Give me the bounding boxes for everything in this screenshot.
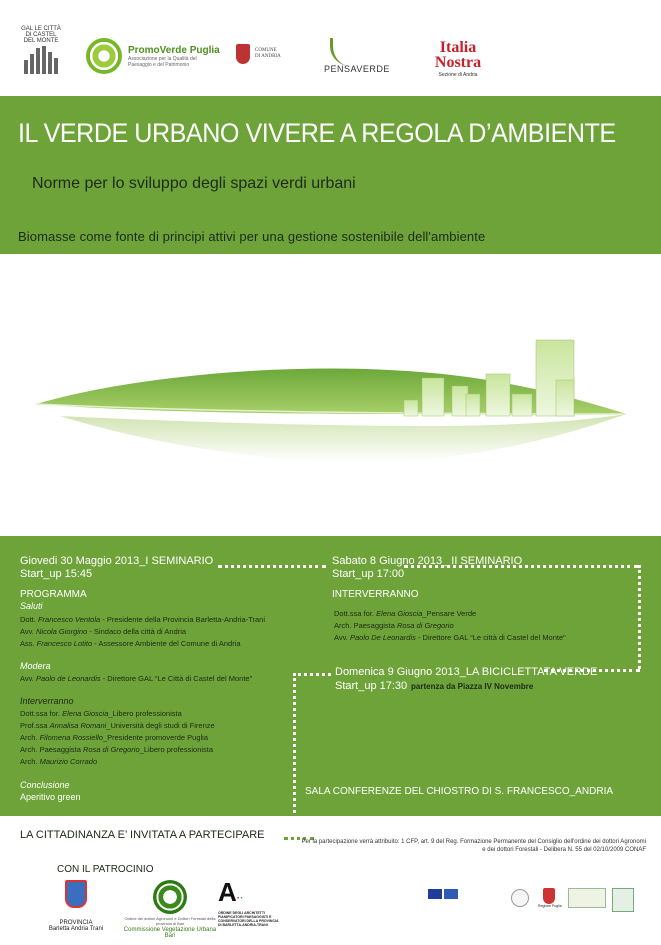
regione-label: Regione Puglia [538, 904, 562, 908]
leader-logo [568, 888, 606, 908]
republic-emblem-icon [511, 889, 529, 907]
ordine-agronomi-logo [120, 880, 220, 939]
promoverde-logo [86, 38, 220, 74]
seminar1-saluti-item: Avv. Nicola Giorgino - Sindaco della città di Andria [20, 627, 187, 636]
dotted-connector [293, 673, 296, 837]
ordine-agronomi-label: Ordine dei dottori Agronomi e Dottori Forestali della provincia di Bari [124, 916, 216, 926]
venue: SALA CONFERENZE DEL CHIOSTRO DI S. FRANCESCO_ANDRIA [305, 786, 614, 797]
seminar1-modera-item: Avv. Paolo de Leonardis - Direttore GAL “Le Città di Castel del Monte” [20, 674, 253, 683]
seminar2-start: Start_up 17:00 [332, 568, 405, 580]
provincia-sub: Barletta Andria Trani [48, 926, 104, 932]
seminar1-modera-heading: Modera [20, 661, 51, 671]
eu-flag-icon [428, 889, 484, 899]
subtitle: Norme per lo sviluppo degli spazi verdi urbani [32, 175, 356, 192]
seminar1-aperitivo: Aperitivo green [20, 792, 81, 802]
seminar1-speaker: Dott.ssa for. Elena Gioscia_Libero professionista [20, 709, 182, 718]
italia-nostra-logo [428, 40, 488, 78]
promoverde-sub: Associazione per la Qualità del Paesaggio e del Patrimonio [128, 55, 197, 68]
bike-departure: partenza da Piazza IV Novembre [411, 682, 534, 691]
bike-date: Domenica 9 Giugno 2013_LA BICICLETTATA VERDE [335, 666, 598, 678]
seminar1-speaker: Arch. Maurizio Corrado [20, 757, 98, 766]
seminar1-date: Giovedi 30 Maggio 2013_I SEMINARIO [20, 555, 214, 567]
regione-crest-icon [543, 888, 555, 904]
leaf-city-illustration [0, 254, 661, 536]
subtitle-secondary: Biomasse come fonte di principi attivi per una gestione sostenibile dell'ambiente [18, 229, 486, 244]
comune-label: COMUNE DI ANDRIA [255, 48, 281, 59]
seminar1-saluti-item: Ass. Francesco Lotito - Assessore Ambiente del Comune di Andria [20, 639, 241, 648]
dotted-connector [293, 673, 331, 676]
seminar2-speaker: Dott.ssa for. Elena Gioscia_Pensare Verde [334, 609, 477, 618]
promoverde-name: PromoVerde Puglia [128, 44, 220, 56]
seminar1-speaker: Prof.ssa Annalisa Romani_Università degli studi di Firenze [20, 721, 215, 730]
eu-feasr-logo [428, 889, 484, 899]
seminar2-speaker: Arch. Paesaggista Rosa di Gregorio [334, 621, 454, 630]
patronage-heading: CON IL PATROCINIO [57, 864, 154, 875]
seminar1-interverranno-heading: Interverranno [20, 696, 74, 706]
seminar2-speaker: Avv. Paolo De Leonardis - Direttore GAL “Le città di Castel del Monte” [334, 633, 566, 642]
leaf-badge-icon [612, 888, 634, 912]
dotted-connector [218, 565, 326, 568]
invite-text: LA CITTADINANZA E’ INVITATA A PARTECIPARE [20, 829, 265, 841]
provincia-label: PROVINCIA [59, 920, 93, 926]
letter-a-icon: A·· [218, 877, 244, 907]
leaf-icon [330, 38, 351, 66]
seminar1-speaker: Arch. Paesaggista Rosa di Gregorio_Libero professionista [20, 745, 214, 754]
provincia-crest-icon [65, 880, 87, 908]
logo-strip [0, 0, 661, 96]
seminar1-saluti-heading: Saluti [20, 601, 43, 611]
bike-start: Start_up 17:30 [335, 680, 408, 692]
seminar1-start: Start_up 15:45 [20, 568, 93, 580]
seminar1-programma: PROGRAMMA [20, 589, 87, 600]
italia-nostra-name: Italia Nostra [434, 39, 482, 71]
castle-icon [20, 46, 62, 74]
ordine-architetti-logo [218, 877, 280, 927]
gal-logo [20, 26, 62, 74]
seminar1-saluti-item: Dott. Francesco Ventola - Presidente della Provincia Barletta-Andria-Trani [20, 615, 265, 624]
crest-icon [236, 44, 250, 64]
flower-icon [86, 38, 122, 74]
ordine-architetti-label: ORDINE DEGLI ARCHITETTI PIANIFICATORI PAESAGGISTI E CONSERVATORI DELLA PROVINCIA DI BARLETTA-ANDRIA-TRANI [218, 911, 279, 927]
page-title: IL VERDE URBANO VIVERE A REGOLA D’AMBIENTE [18, 118, 616, 148]
provincia-logo [45, 880, 107, 932]
italia-nostra-sub: Sezione di Andria [438, 72, 478, 78]
pensaverde-label: PENSAVERDE [324, 64, 390, 74]
seminar2-interverranno-heading: INTERVERRANNO [332, 589, 419, 600]
comune-logo [236, 44, 283, 64]
dotted-connector [638, 565, 641, 669]
credits-note: Per la partecipazione verrà attribuito: 1 CFP, art. 9 del Reg. Formazione Permanente del Consiglio dell'ordine dei dottori Agronomi e dei dottori Forestali - Delibera N. 55 del 02/10/2009 CONAF [301, 839, 646, 853]
seminar2-date: Sabato 8 Giugno 2013_ II SEMINARIO [332, 555, 523, 567]
commissione-label: Commissione Vegetazione Urbana Bari [123, 927, 217, 939]
rosette-icon [153, 880, 187, 914]
seminar1-conclusione-heading: Conclusione [20, 780, 70, 790]
regione-puglia-logo [538, 888, 560, 908]
seminar1-speaker: Arch. Filomena Rossiello_Presidente promoverde Puglia [20, 733, 209, 742]
gal-logo-text: GAL LE CITTÀ DI CASTEL DEL MONTE [21, 26, 61, 44]
pensaverde-logo [324, 38, 404, 74]
